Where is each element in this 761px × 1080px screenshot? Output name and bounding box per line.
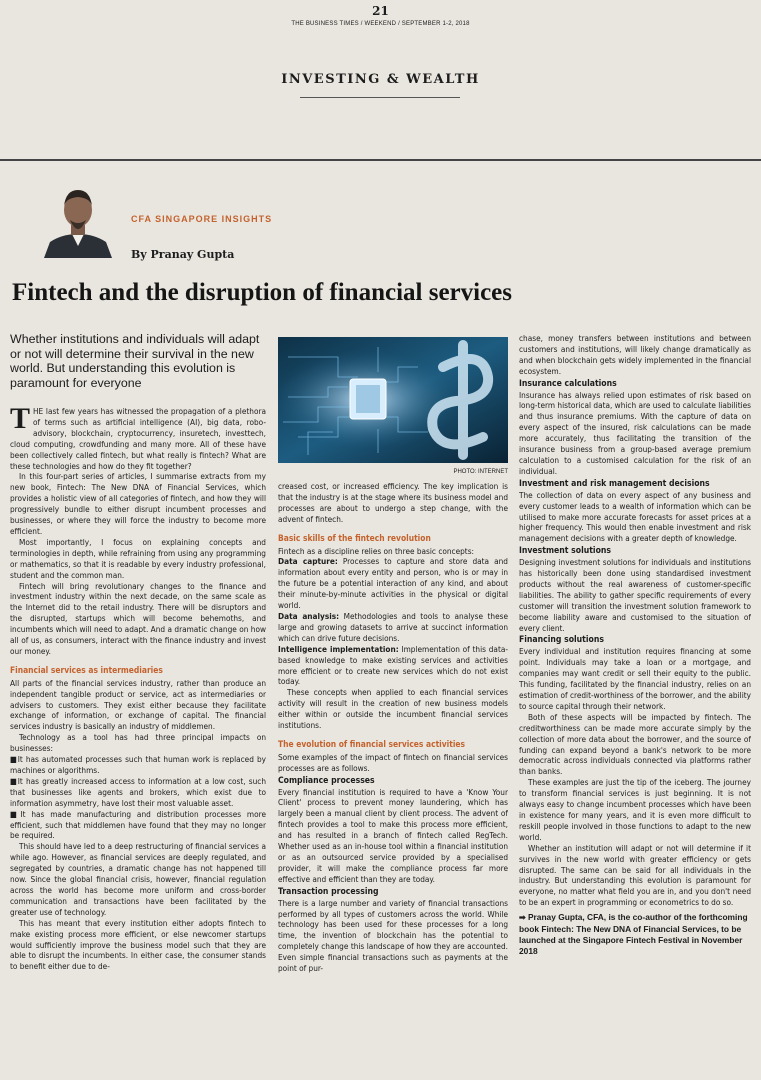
section-rule	[300, 97, 460, 98]
minor-heading: Compliance processes	[278, 775, 375, 786]
article-headline: Fintech and the disruption of financial services	[12, 279, 513, 306]
paragraph: Designing investment solutions for individuals and institutions has historically been done using standardised investment products without the real awareness of customer-specific liabilities. The ability to gather specific requirements of every customer will transition the investment solution framework to become liability aware and customised to the situation of every client.	[519, 557, 751, 633]
publication-line: THE BUSINESS TIMES / WEEKEND / SEPTEMBER 1-2, 2018	[291, 21, 470, 27]
page-divider	[0, 159, 761, 161]
paragraph: Technology as a tool has had three principal impacts on businesses:	[10, 732, 266, 754]
drop-cap: T	[10, 406, 31, 435]
paragraph: These examples are just the tip of the iceberg. The journey to transform financial services is just beginning. It is not always easy to change incumbent processes which have been in existence for many years, and it is even more difficult to reskill people involved in those functions to adapt to the new world.	[519, 777, 751, 842]
paragraph: Some examples of the impact of fintech on financial services processes are as follows.	[278, 751, 508, 773]
article-column-2	[278, 481, 508, 1074]
paragraph: There is a large number and variety of financial transactions performed by all types of customers across the world. While technology has been used for these processes for a long time, the invention of blockchain has the potential to completely change this landscape of how they are accounted. Even simple financial transactions such as payments at the point of pur-	[278, 897, 508, 974]
minor-heading: Transaction processing	[278, 886, 379, 897]
paragraph: Processes to capture and store data and information about every entity and person, who is or may in the future be a potential interaction of any kind, and about their minute-by-minute activities in the physical or digital world.	[278, 556, 508, 611]
section-title: INVESTING & WEALTH	[281, 72, 480, 87]
paragraph: All parts of the financial services industry, rather than produce an independent tangible product or service, act as intermediaries or advisers to customers. They exist either because they facilitate exchange of information, or exchange of capital. The financial services industry is basically an industry of middlemen.	[10, 677, 266, 732]
bullet-item: ■ It has greatly increased access to information at a low cost, such that businesses like agents and brokers, which exist due to information asymmetry, have lost their most valuable asset.	[10, 776, 266, 809]
minor-heading: Investment and risk management decisions	[519, 478, 710, 489]
paragraph: Fintech as a discipline relies on three basic concepts:	[278, 545, 475, 556]
paragraph: These concepts when applied to each financial services activity will result in the creation of new business models either within or outside the incumbent financial services institutions.	[278, 687, 508, 731]
page-number: 21	[372, 4, 389, 18]
paragraph: This should have led to a deep restructuring of financial services a while ago. However, as financial services are deeply regulated, and segregated by countries, a dramatic change has not happened till now. Since the global financial crisis, however, financial regulation across the world has become more uniform and cross-border communication and transactions have been facilitated by the greater use of technology.	[10, 841, 266, 917]
paragraph: Most importantly, I focus on explaining concepts and terminologies in depth, while refraining from using any programming or mathematics, so that it is readable by every industry professional, student and the common man.	[10, 536, 266, 580]
subheading: Basic skills of the fintech revolution	[278, 532, 431, 543]
paragraph: Both of these aspects will be impacted by fintech. The creditworthiness can be made more accurate simply by the collection of more data about the borrower, and the source of funding can expand beyond a bank's network to be more democratic across individuals connected via platforms rather than banks.	[519, 711, 751, 777]
article-column-1	[10, 406, 266, 1074]
paragraph: Every individual and institution requires financing at some point. Individuals may take a loan or a mortgage, and companies may want credit or sell their equity to the public. This funding, facilitated by the financial industry, relies on an estimation of credit-worthiness of the borrower, and the ability to source capital through their network.	[519, 646, 751, 711]
paragraph: Methodologies and tools to analyse these large and growing datasets to arrive at succinct information which can drive future decisions.	[278, 610, 508, 643]
paragraph: Implementation of this data-based knowledge to make existing services and activities more efficient or to create new services which do not exist today.	[278, 643, 508, 687]
author-byline: By Pranay Gupta	[131, 248, 235, 261]
term-label: Data analysis:	[278, 610, 340, 621]
photo-credit: PHOTO: INTERNET	[453, 469, 508, 475]
subheading: The evolution of financial services activities	[278, 738, 466, 749]
paragraph: HE last few years has witnessed the propagation of a plethora of terms such as artificial intelligence (AI), big data, robo-advisory, blockchain, cryptocurrency, insuretech, investtech, cloud computing, crowdfunding and many more. All of these have been collectively called fintech, but what really is fintech? What are these technologies and how do they fit together?	[10, 406, 266, 471]
minor-heading: Insurance calculations	[519, 378, 617, 389]
paragraph: Insurance has always relied upon estimates of risk based on long-term historical data, which are used to calculate liabilities and thus insurance premiums. With the capture of data on every aspect of the insured, risk calculations can be made more accurately, thus facilitating the transition of the insurance business from a group-based average premium calculation to a customised calculation for the risk of an individual.	[519, 389, 751, 476]
author-portrait-icon	[42, 180, 114, 258]
paragraph: Whether an institution will adapt or not will determine if it survives in the new world with greater efficiency or gets disrupted. The same can be said for all individuals in the industry. But understanding this evolution is paramount for everyone, no matter what field you are in, and you don't need to be an expert in programming or econometrics to do so.	[519, 842, 751, 908]
paragraph: This has meant that every institution either adopts fintech to make existing process more efficient, or else newcomer startups would sufficiently improve the business model such that they are able to disrupt the incumbents. In either case, the consumer stands to benefit either due to de-	[10, 917, 266, 972]
circuit-dollar-photo	[278, 337, 508, 463]
paragraph: creased cost, or increased efficiency. The key implication is that the industry is at the stage where its business model and processes are about to undergo a step change, with the advent of fintech.	[278, 481, 508, 524]
paragraph: The collection of data on every aspect of any business and every customer leads to a wealth of information which can be utilised to make more accurate forecasts for asset prices at a higher frequency. This would then enable investment and risk management decisions with a greater depth of knowledge.	[519, 489, 751, 544]
bullet-item: ■ It has made manufacturing and distribution processes more efficient, such that middlemen have found that they may no longer be required.	[10, 809, 266, 842]
paragraph: Every financial institution is required to have a 'Know Your Client' process to prevent money laundering, which has largely been a manual client by client process. The advent of fintech provides a tool to make this process more efficient, and has resulted in a branch of fintech called RegTech. Whether used as an in-house tool within a financial institution or as an outsourced service provided by a specialised provider, it will make the compliance process far more effective and efficient than they are today.	[278, 786, 508, 884]
paragraph: In this four-part series of articles, I summarise extracts from my new book, Fintech: The New DNA of Financial Services, which provides a holistic view of all categories of fintech, and how they will progressively bundle to either disrupt incumbent processes and businesses, or where they will force the industry to become more efficient.	[10, 471, 266, 536]
article-standfirst: Whether institutions and individuals will adapt or not will determine their survival in the new world. But understanding this evolution is paramount for everyone	[10, 332, 260, 390]
paragraph: chase, money transfers between institutions and between customers and institutions, will likely change dramatically as and when blockchain gets widely implemented in the financial ecosystem.	[519, 333, 751, 376]
term-label: Data capture:	[278, 556, 338, 567]
minor-heading: Financing solutions	[519, 635, 604, 646]
column-tag: CFA SINGAPORE INSIGHTS	[131, 214, 273, 224]
bullet-item: ■ It has automated processes such that human work is replaced by machines or algorithms.	[10, 754, 266, 776]
author-bio: ➡ Pranay Gupta, CFA, is the co-author of the forthcoming book Fintech: The New DNA of Financial Services, to be launched at the Singapore Fintech Festival in November 2018	[519, 912, 751, 956]
minor-heading: Investment solutions	[519, 546, 611, 557]
subheading: Financial services as intermediaries	[10, 664, 163, 675]
article-column-3	[519, 333, 751, 1075]
term-label: Intelligence implementation:	[278, 643, 399, 654]
paragraph: Fintech will bring revolutionary changes to the finance and investment industry within the next decade, on the same scale as the Internet did to the retail industry. There will be disruptors and the disrupted, startups which will become behemoths, and incumbents which will need to adapt. And a dramatic change on how all of us, as consumers, interact with the finance industry and invest our money.	[10, 580, 266, 656]
